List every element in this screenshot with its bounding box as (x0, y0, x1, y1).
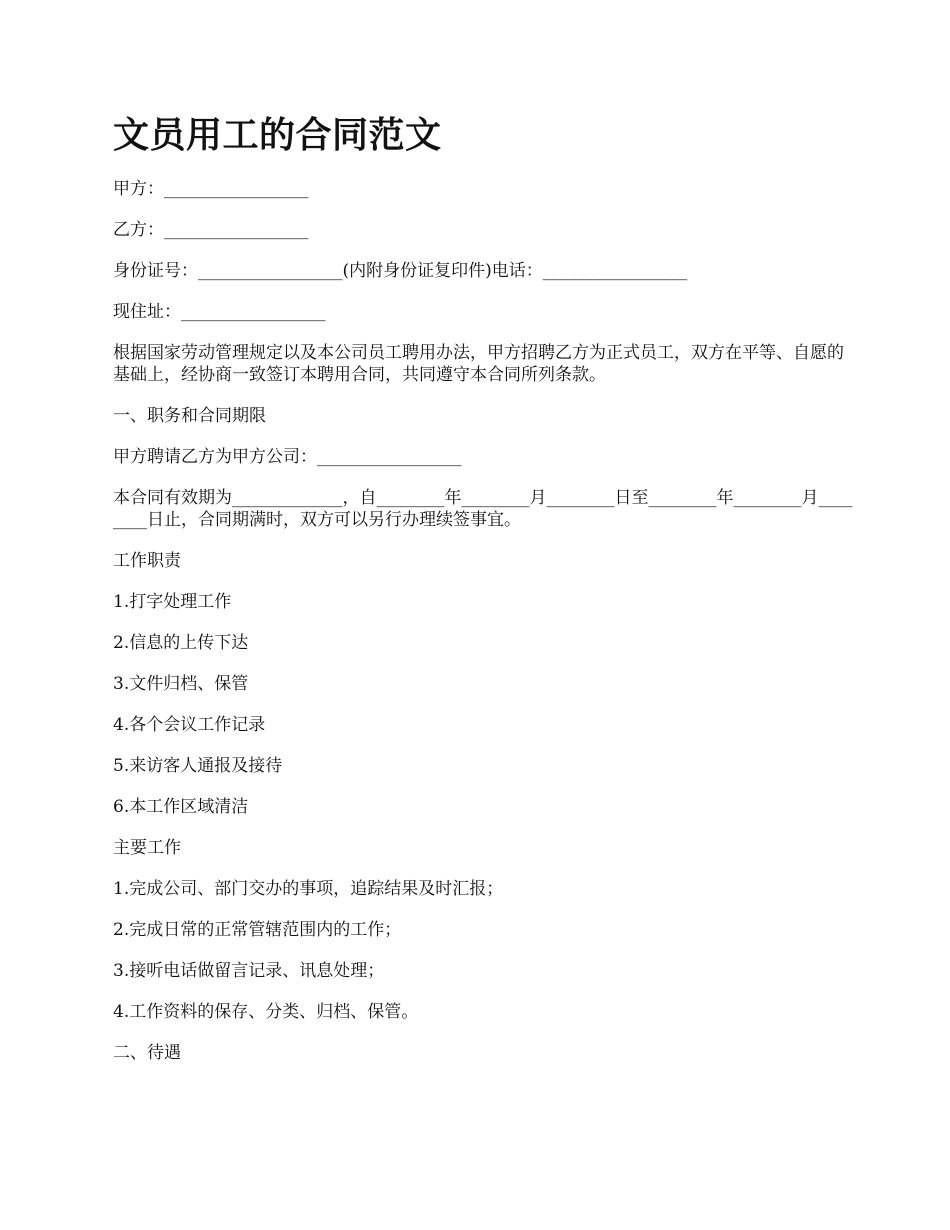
duty-item: 3.文件归档、保管 (113, 674, 249, 694)
main-work-heading: 主要工作 (113, 838, 181, 858)
document-title: 文员用工的合同范文 (113, 115, 442, 156)
duty-item: 4.各个会议工作记录 (113, 715, 266, 735)
party-b-line: 乙方：_________________ (113, 220, 309, 240)
duty-item: 5.来访客人通报及接待 (113, 756, 283, 776)
contract-term-paragraph: 本合同有效期为_____________，自________年________月________日至________年________月________日止，合同期满时，双方可以另行办理续签事宜。 (113, 488, 853, 530)
duties-heading: 工作职责 (113, 551, 181, 571)
main-work-item: 3.接听电话做留言记录、讯息处理； (113, 961, 385, 981)
main-work-item: 2.完成日常的正常管辖范围内的工作； (113, 920, 402, 940)
duty-item: 1.打字处理工作 (113, 592, 232, 612)
party-a-line: 甲方：_________________ (113, 179, 309, 199)
position-line: 甲方聘请乙方为甲方公司：_________________ (113, 447, 462, 467)
intro-paragraph: 根据国家劳动管理规定以及本公司员工聘用办法，甲方招聘乙方为正式员工，双方在平等、自愿的基础上，经协商一致签订本聘用合同，共同遵守本合同所列条款。 (113, 343, 844, 385)
address-line: 现住址：_________________ (113, 302, 326, 322)
section-heading-compensation: 二、待遇 (113, 1043, 181, 1063)
main-work-item: 1.完成公司、部门交办的事项，追踪结果及时汇报； (113, 879, 504, 899)
duty-item: 6.本工作区域清洁 (113, 797, 249, 817)
document-page (113, 112, 858, 1083)
duty-item: 2.信息的上传下达 (113, 633, 249, 653)
main-work-item: 4.工作资料的保存、分类、归档、保管。 (113, 1002, 419, 1022)
section-heading-position-term: 一、职务和合同期限 (113, 406, 266, 426)
id-phone-line: 身份证号：_________________(内附身份证复印件)电话：_________________ (113, 261, 688, 281)
